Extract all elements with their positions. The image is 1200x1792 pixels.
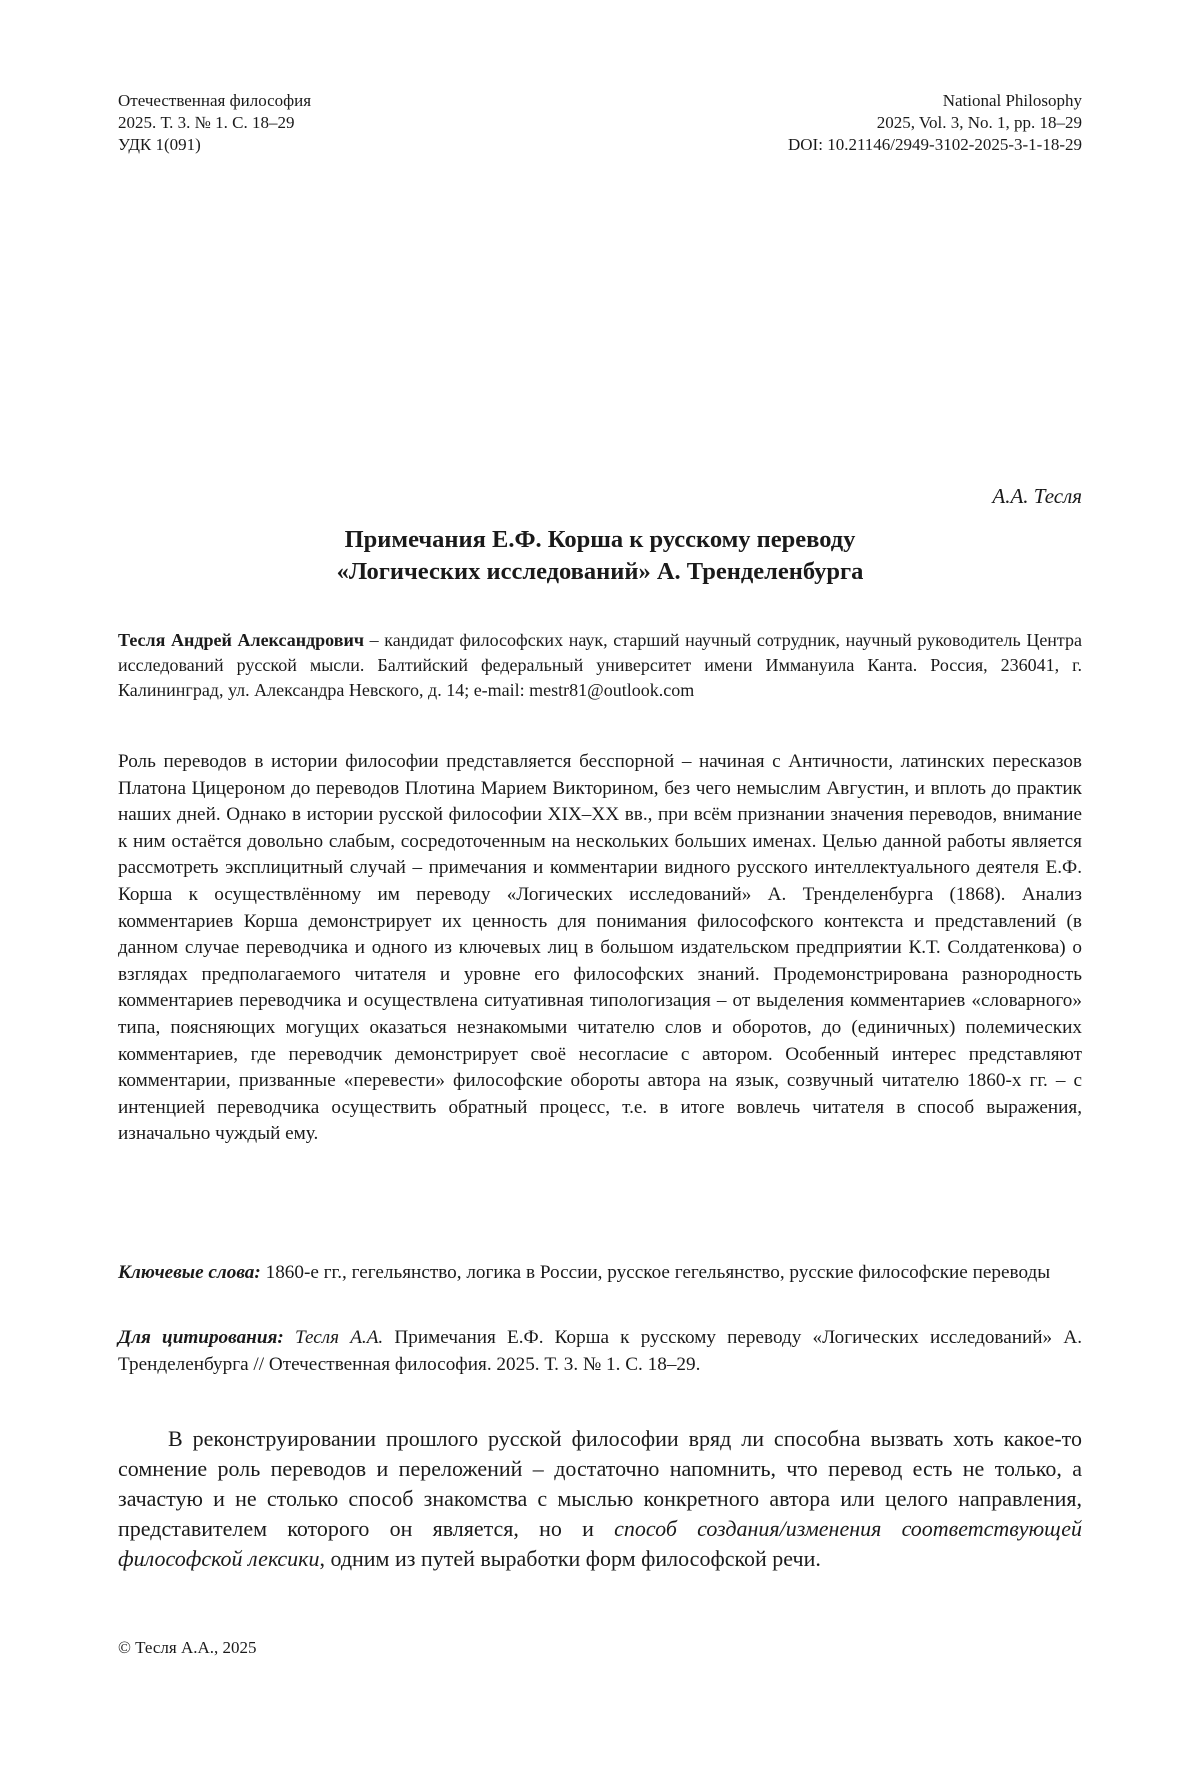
journal-name-ru: Отечественная философия xyxy=(118,91,312,110)
keywords xyxy=(118,1260,1082,1287)
journal-issue-ru: 2025. Т. 3. № 1. С. 18–29 xyxy=(118,113,295,132)
body-text-italic: способ создания/изменения соответствующей философской лексики xyxy=(118,1516,1082,1571)
udc-code: УДК 1(091) xyxy=(118,135,201,154)
citation-text: Примечания Е.Ф. Корша к русскому переводу «Логических исследований» А. Тренделенбурга // Отечественная философия. 2025. Т. 3. № 1. С. 18–29. xyxy=(118,1327,1082,1375)
journal-issue-en: 2025, Vol. 3, No. 1, pp. 18–29 xyxy=(876,113,1082,132)
author-full-name: Тесля Андрей Александрович xyxy=(118,630,364,650)
journal-header-ru xyxy=(118,90,311,156)
author-affiliation: – кандидат философских наук, старший научный сотрудник, научный руководитель Центра исследований русской мысли. Балтийский федеральный университет имени Иммануила Канта. Россия, 236041, г. Калининград, ул. Александра Невского, д. 14; e-mail: mestr81@outlook.com xyxy=(118,630,1083,700)
author-info xyxy=(118,628,1082,703)
citation xyxy=(118,1325,1082,1378)
keywords-list: 1860-е гг., гегельянство, логика в России, русское гегельянство, русские философские переводы xyxy=(260,1262,1051,1283)
abstract: Роль переводов в истории философии представляется бесспорной – начиная с Античности, латинских пересказов Платона Цицероном до переводов Плотина Марием Викторином, без чего немыслим Августин, и вплоть до практик наших дней. Однако в истории русской философии XIX–XX вв., при всём признании значения переводов, внимание к ним остаётся довольно слабым, сосредоточенным на нескольких больших именах. Целью данной работы является рассмотреть эксплицитный случай – примечания и комментарии видного русского интеллектуального деятеля Е.Ф. Корша к осуществлённому им переводу «Логических исследований» А. Тренделенбурга (1868). Анализ комментариев Корша демонстрирует их ценность для понимания философского контекста и представлений (в данном случае переводчика и одного из ключевых лиц в большом издательском предприятии К.Т. Солдатенкова) о взглядах предполагаемого читателя и уровне его философских знаний. Продемонстрирована разнородность комментариев переводчика и осуществлена ситуативная типологизация – от выделения комментариев «словарного» типа, поясняющих могущих оказаться незнакомыми читателю слов и оборотов, до (единичных) полемических комментариев, где переводчик демонстрирует своё несогласие с автором. Особенный интерес представляют комментарии, призванные «перевести» философские обороты автора на язык, созвучный читателю 1860-х гг. – с интенцией переводчика осуществить обратный процесс, т.е. в итоге вовлечь читателя в способ выражения, изначально чуждый ему. xyxy=(118,751,1082,1145)
doi[interactable]: DOI: 10.21146/2949-3102-2025-3-1-18-29 xyxy=(788,135,1082,154)
keywords-label: Ключевые слова: xyxy=(118,1262,261,1283)
citation-author: Тесля А.А. xyxy=(294,1327,384,1348)
journal-name-en: National Philosophy xyxy=(942,91,1082,110)
journal-header-en xyxy=(788,90,1082,156)
author-byline: А.А. Тесля xyxy=(992,484,1082,508)
citation-label: Для цитирования: xyxy=(118,1327,284,1348)
title-line-1: Примечания Е.Ф. Корша к русскому переводу xyxy=(344,526,856,553)
body-paragraph xyxy=(118,1424,1082,1574)
article-title xyxy=(118,524,1082,588)
body-text-part-1: В реконструировании прошлого русской философии вряд ли способна вызвать хоть какое-то сомнение роль переводов и переложений – достаточно напомнить, что перевод есть не только, а зачастую и не столько способ знакомства с мыслью конкретного автора или целого направления, представителем которого он является, но и xyxy=(118,1426,1082,1541)
copyright: © Тесля А.А., 2025 xyxy=(118,1638,257,1657)
body-text-part-2: , одним из путей выработки форм философской речи. xyxy=(319,1546,821,1571)
title-line-2: «Логических исследований» А. Тренделенбурга xyxy=(336,558,864,585)
